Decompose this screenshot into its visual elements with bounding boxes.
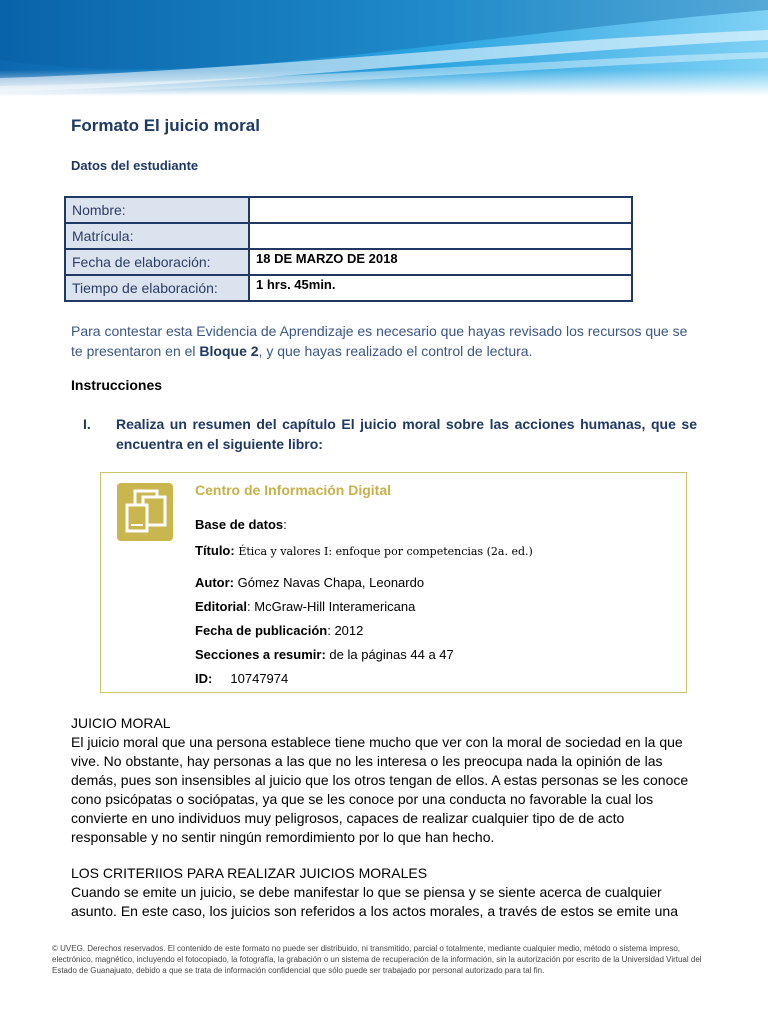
author-row — [195, 575, 424, 590]
author-label: Autor: — [195, 575, 234, 590]
section-juicio-moral — [71, 714, 699, 847]
document-title: Formato El juicio moral — [71, 116, 260, 135]
sections-value: de la páginas 44 a 47 — [329, 647, 454, 662]
student-data-table — [64, 196, 633, 302]
table-row — [65, 223, 632, 249]
publisher-label: Editorial — [195, 599, 248, 614]
time-value[interactable]: 1 hrs. 45min. — [249, 275, 632, 301]
id-row — [195, 671, 288, 686]
database-sep: : — [283, 517, 287, 532]
section-heading: JUICIO MORAL — [71, 715, 171, 731]
intro-text-end: , y que hayas realizado el control de lectura. — [258, 343, 533, 359]
pub-date-value: 2012 — [334, 623, 364, 638]
date-label: Fecha de elaboración: — [65, 249, 249, 275]
student-data-heading: Datos del estudiante — [71, 158, 199, 173]
pub-date-sep: : — [327, 623, 331, 638]
name-label: Nombre: — [65, 197, 249, 223]
publisher-sep: : — [247, 599, 251, 614]
publisher-value: McGraw-Hill Interamericana — [254, 599, 416, 614]
instruction-number: I. — [83, 416, 91, 432]
pub-date-label: Fecha de publicación — [195, 623, 328, 638]
id-value: 10747974 — [230, 671, 289, 686]
sections-label: Secciones a resumir: — [195, 647, 326, 662]
name-value[interactable] — [249, 197, 632, 223]
section-criterios — [71, 864, 699, 921]
instruction-text: Realiza un resumen del capítulo El juicio moral sobre las acciones humanas, que se encuentra en el siguiente libro: — [116, 416, 697, 452]
table-row — [65, 275, 632, 301]
table-row — [65, 249, 632, 275]
date-value[interactable]: 18 DE MARZO DE 2018 — [249, 249, 632, 275]
intro-text: Para contestar esta Evidencia de Aprendizaje es necesario que hayas revisado los recursos que se te presentaron en el — [71, 323, 688, 359]
intro-bold: Bloque 2 — [199, 343, 259, 359]
copyright-footer: © UVEG. Derechos reservados. El contenido de este formato no puede ser distribuido, ni transmitido, parcial o totalmente, mediante cualquier medio, método o sistema impreso, electrónico, magnético, incluyendo el fotocopiado, la fotografía, la grabación o un sistema de recuperación de la información, sin la autorización por escrito de la Universidad Virtual del Estado de Guanajuato, debido a que se trata de información confidencial que sólo puede ser trabajado por personal autorizado para tal fin. — [52, 944, 702, 975]
publisher-row — [195, 599, 415, 614]
pub-date-row — [195, 623, 363, 638]
sections-row — [195, 647, 454, 662]
id-label: ID: — [195, 671, 213, 686]
info-box-title: Centro de Información Digital — [195, 482, 392, 498]
digital-info-box — [100, 472, 687, 693]
section-text: El juicio moral que una persona establece tiene mucho que ver con la moral de sociedad en la que vive. No obstante, hay personas a las que no les interesa o les preocupa nada la opinión de las demás, pues son insensibles al juicio que los otros tengan de ellos. A estas personas se les conoce cono psicópatas o sociópatas, ya que se les conoce por una conducta no favorable la cual los convierte en uno individuos muy peligrosos, capaces de realizar cualquier tipo de de acto responsable y no sentir ningún remordimiento por lo que han hecho. — [71, 734, 689, 845]
table-row — [65, 197, 632, 223]
enrollment-value[interactable] — [249, 223, 632, 249]
section-text: Cuando se emite un juicio, se debe manifestar lo que se piensa y se siente acerca de cualquier asunto. En este caso, los juicios son referidos a los actos morales, a través de estos se emite una — [71, 884, 678, 919]
time-label: Tiempo de elaboración: — [65, 275, 249, 301]
database-row — [195, 517, 287, 532]
title-value: Ética y valores I: enfoque por competencias (2a. ed.) — [238, 545, 533, 558]
database-label: Base de datos — [195, 517, 284, 532]
header-banner — [0, 0, 768, 96]
title-row — [195, 543, 533, 558]
enrollment-label: Matrícula: — [65, 223, 249, 249]
documents-icon — [117, 483, 173, 541]
instructions-heading: Instrucciones — [71, 377, 163, 393]
intro-paragraph — [71, 321, 699, 361]
author-value: Gómez Navas Chapa, Leonardo — [237, 575, 425, 590]
title-label: Título: — [195, 543, 235, 558]
section-heading: LOS CRITERIIOS PARA REALIZAR JUICIOS MORALES — [71, 865, 428, 881]
